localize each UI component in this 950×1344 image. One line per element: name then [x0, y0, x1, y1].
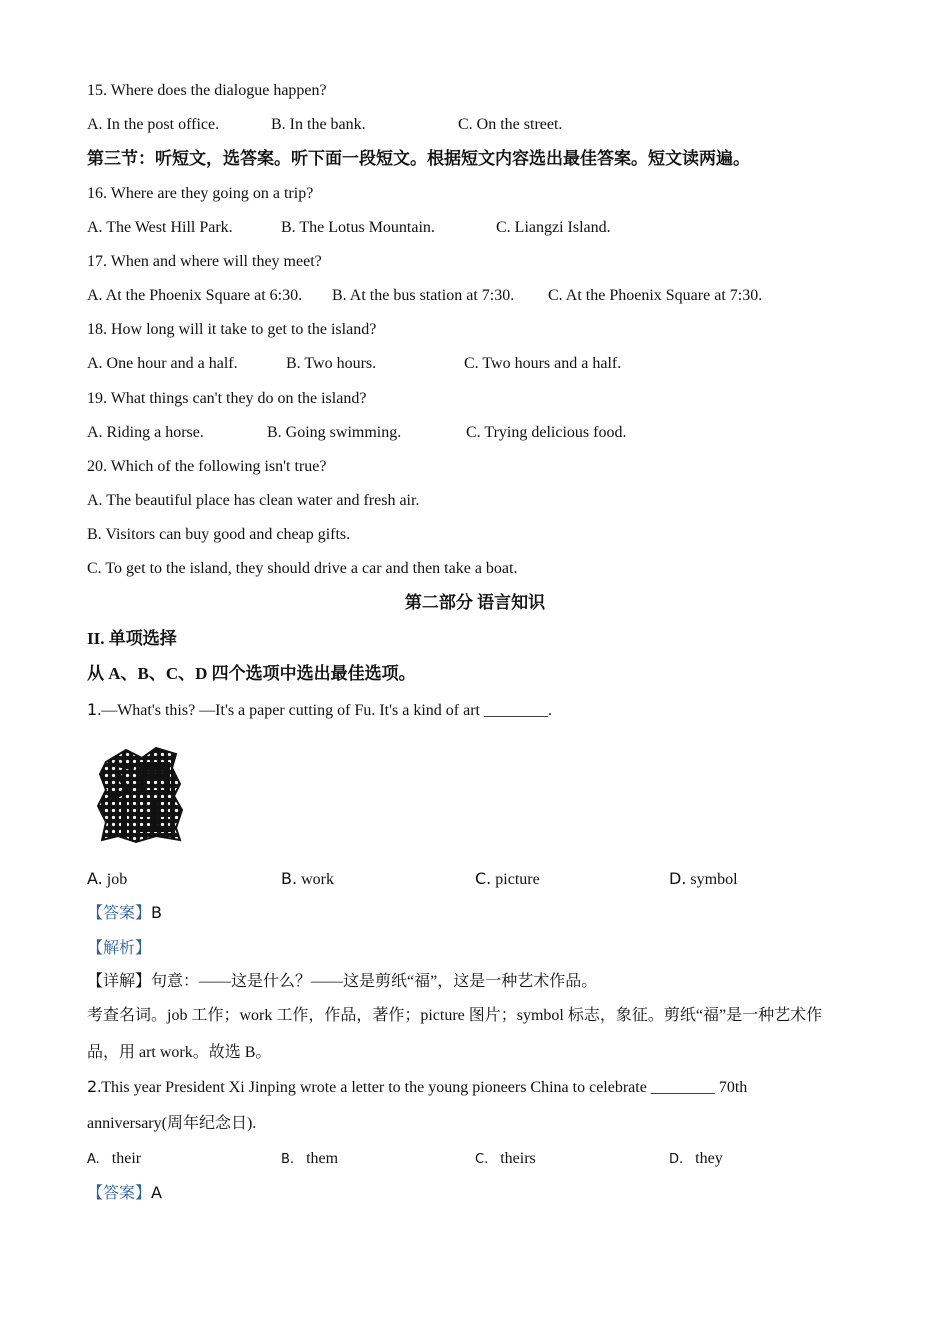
mc2-number: 2	[87, 1077, 98, 1096]
mc1-option-b-text: work	[301, 871, 334, 888]
mc1-answer	[87, 903, 162, 924]
mc2-question-text-2: anniversary(周年纪念日).	[87, 1115, 257, 1132]
section2-heading: II. 单项选择	[87, 629, 177, 648]
question-15: 15. Where does the dialogue happen?	[87, 82, 327, 99]
question-17: 17. When and where will they meet?	[87, 253, 322, 270]
q20-option-a: A. The beautiful place has clean water and fresh air.	[87, 492, 420, 509]
mc2-option-a-text: their	[111, 1150, 142, 1167]
mc1-option-b-letter: B.	[281, 869, 298, 888]
question-16: 16. Where are they going on a trip?	[87, 185, 314, 202]
mc2-option-d-letter: D.	[669, 1152, 684, 1167]
mc1-option-b	[281, 869, 334, 890]
mc1-explanation-line-2: 品，用 art work。故选 B。	[87, 1044, 272, 1061]
mc1-question-text: .—What's this? —It's a paper cutting of Fu. It's a kind of art ________.	[97, 702, 552, 719]
mc2-answer-tag: 【答案】	[87, 1183, 152, 1202]
mc2-question-text-1: .This year President Xi Jinping wrote a letter to the young pioneers China to celebrate ________ 70th	[97, 1079, 748, 1096]
q18-option-c: C. Two hours and a half.	[464, 355, 622, 372]
mc2-option-b	[281, 1149, 338, 1170]
paper-cutting-fu-image	[96, 744, 184, 844]
mc1-option-c-letter: C.	[475, 869, 492, 888]
mc2-option-b-letter: B.	[281, 1152, 295, 1167]
mc1-detail: 【详解】句意：——这是什么？——这是剪纸“福”，这是一种艺术作品。	[87, 973, 598, 990]
q16-option-b: B. The Lotus Mountain.	[281, 219, 435, 236]
q20-option-c: C. To get to the island, they should drive a car and then take a boat.	[87, 560, 518, 577]
q18-option-a: A. One hour and a half.	[87, 355, 238, 372]
section2-instruction: 从 A、B、C、D 四个选项中选出最佳选项。	[87, 664, 416, 683]
mc2-option-a	[87, 1149, 141, 1170]
mc1-number: 1	[87, 700, 98, 719]
section3-heading: 第三节：听短文，选答案。听下面一段短文。根据短文内容选出最佳答案。短文读两遍。	[87, 149, 750, 168]
mc1-option-d	[669, 869, 738, 890]
mc1-analysis-label: 【解析】	[87, 938, 152, 957]
mc1-option-a	[87, 869, 127, 890]
mc1-explanation-line-1: 考查名词。job 工作；work 工作，作品，著作；picture 图片；symbol 标志，象征。剪纸“福”是一种艺术作	[87, 1007, 823, 1024]
q19-option-c: C. Trying delicious food.	[466, 424, 627, 441]
mc1-option-d-letter: D.	[669, 869, 687, 888]
mc1-option-c-text: picture	[495, 871, 540, 888]
q16-option-a: A. The West Hill Park.	[87, 219, 233, 236]
mc2-option-b-text: them	[306, 1150, 339, 1167]
mc-question-1	[87, 700, 552, 721]
q20-option-b: B. Visitors can buy good and cheap gifts.	[87, 526, 351, 543]
mc1-option-d-text: symbol	[690, 871, 738, 888]
q15-option-b: B. In the bank.	[271, 116, 366, 133]
q15-option-c: C. On the street.	[458, 116, 563, 133]
mc-question-2	[87, 1077, 747, 1098]
q19-option-b: B. Going swimming.	[267, 424, 402, 441]
mc1-option-a-text: job	[106, 871, 128, 888]
q17-option-b: B. At the bus station at 7:30.	[332, 287, 515, 304]
mc1-analysis-tag	[87, 938, 151, 959]
q17-option-a: A. At the Phoenix Square at 6:30.	[87, 287, 303, 304]
mc1-option-a-letter: A.	[87, 869, 103, 888]
q16-option-c: C. Liangzi Island.	[496, 219, 611, 236]
mc1-answer-value: B	[151, 903, 162, 922]
mc2-option-d	[669, 1149, 723, 1170]
mc2-option-d-text: they	[695, 1150, 723, 1167]
question-19: 19. What things can't they do on the island?	[87, 390, 367, 407]
mc2-option-c-letter: C.	[475, 1152, 489, 1167]
mc2-option-c-text: theirs	[500, 1150, 536, 1167]
q17-option-c: C. At the Phoenix Square at 7:30.	[548, 287, 763, 304]
q19-option-a: A. Riding a horse.	[87, 424, 204, 441]
question-20: 20. Which of the following isn't true?	[87, 458, 327, 475]
q18-option-b: B. Two hours.	[286, 355, 377, 372]
mc1-answer-tag: 【答案】	[87, 903, 152, 922]
mc2-option-a-letter: A.	[87, 1152, 100, 1167]
mc1-option-c	[475, 869, 540, 890]
question-18: 18. How long will it take to get to the island?	[87, 321, 377, 338]
part2-title: 第二部分 语言知识	[404, 593, 546, 612]
q15-option-a: A. In the post office.	[87, 116, 220, 133]
mc2-answer-value: A	[151, 1183, 162, 1202]
mc2-option-c	[475, 1149, 536, 1170]
mc2-answer	[87, 1183, 162, 1204]
